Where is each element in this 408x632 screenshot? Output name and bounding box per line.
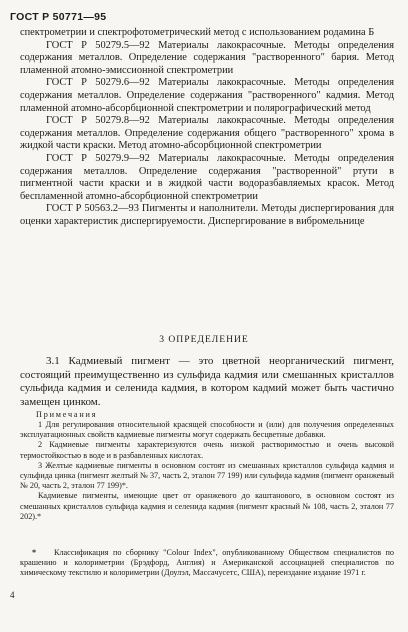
definition-block <box>0 355 408 409</box>
reference-item: ГОСТ Р 50279.8—92 Материалы лакокрасочные. Методы определения содержания металлов. Определение содержания общего "растворенного" хрома в жидкой части краски. Метод атомно-абсорбционной спектрометрии <box>20 115 394 152</box>
document-header: ГОСТ Р 50771—95 <box>10 11 107 23</box>
note-item: 2 Кадмиевые пигменты характеризуются очень низкой растворимостью и очень высокой термостойкостью в воде и в разбавленных кислотах. <box>20 440 394 460</box>
page-number: 4 <box>10 590 15 600</box>
reference-item: ГОСТ Р 50279.6—92 Материалы лакокрасочные. Методы определения содержания металлов. Определение содержания "растворенного" кадмия. Метод пламенной атомно-абсорбционной спектрометрии и полярографический метод <box>20 77 394 114</box>
footnote-mark: * <box>32 548 37 557</box>
note-item: Кадмиевые пигменты, имеющие цвет от оранжевого до каштанового, в основном состоят из смешанных кристаллов сульфида кадмия и селенида кадмия (пигмент красный № 108, часть 2, эталон 77 202).* <box>20 491 394 521</box>
definition-text: 3.1 Кадмиевый пигмент — это цветной неорганический пигмент, состоящий преимущественно из сульфида кадмия или смешанных кристаллов сульфида кадмия и селенида кадмия, в котором кадмий может быть частично замещен цинком. <box>20 355 394 408</box>
footnote-block <box>0 548 408 579</box>
note-item: 1 Для регулирования относительной красящей способности и (или) для получения определенных эксплуатационных свойств кадмиевые пигменты могут содержать бесцветные добавки. <box>20 420 394 440</box>
reference-item: ГОСТ Р 50279.5—92 Материалы лакокрасочные. Методы определения содержания металлов. Определение содержания "растворенного" бария. Метод пламенной атомно-эмиссионной спектрометрии <box>20 39 394 76</box>
notes-title: Примечания <box>36 410 98 419</box>
reference-item: ГОСТ Р 50279.9—92 Материалы лакокрасочные. Методы определения содержания металлов. Определение содержания "растворенной" ртути в пигментной части краски и в жидкой части водоразбавляемых красок. Метод беспламенной атомно-абсорбционной спектрометрии <box>20 152 394 202</box>
section-title: 3 ОПРЕДЕЛЕНИЕ <box>159 334 249 345</box>
note-item: 3 Желтые кадмиевые пигменты в основном состоят из смешанных кристаллов сульфида кадмия и сульфида цинка (пигмент желтый № 37, часть 2, эталон 77 199) или сульфида кадмия (пигмент оранжевый № 20, часть 2, эталон 77 199)*. <box>20 460 394 491</box>
reference-item: ГОСТ Р 50563.2—93 Пигменты и наполнители. Методы диспергирования для оценки характеристик диспергируемости. Диспергирование в вибромельнице <box>20 203 394 227</box>
reference-continuation: спектрометрии и спектрофотометрический метод с использованием родамина Б <box>20 27 375 38</box>
references-list <box>0 27 408 229</box>
footnote-text: Классификация по сборнику "Colour Index", опубликованному Обществом специалистов по крашению и колориметрии (Брэдфорд, Англия) и Американской ассоциацией специалистов по химическому текстилю и колориметрии (Доулэл, Массачусетс, США), переиздание издание 1971 г. <box>20 548 394 578</box>
notes-block <box>0 410 408 522</box>
footnote <box>0 548 408 579</box>
